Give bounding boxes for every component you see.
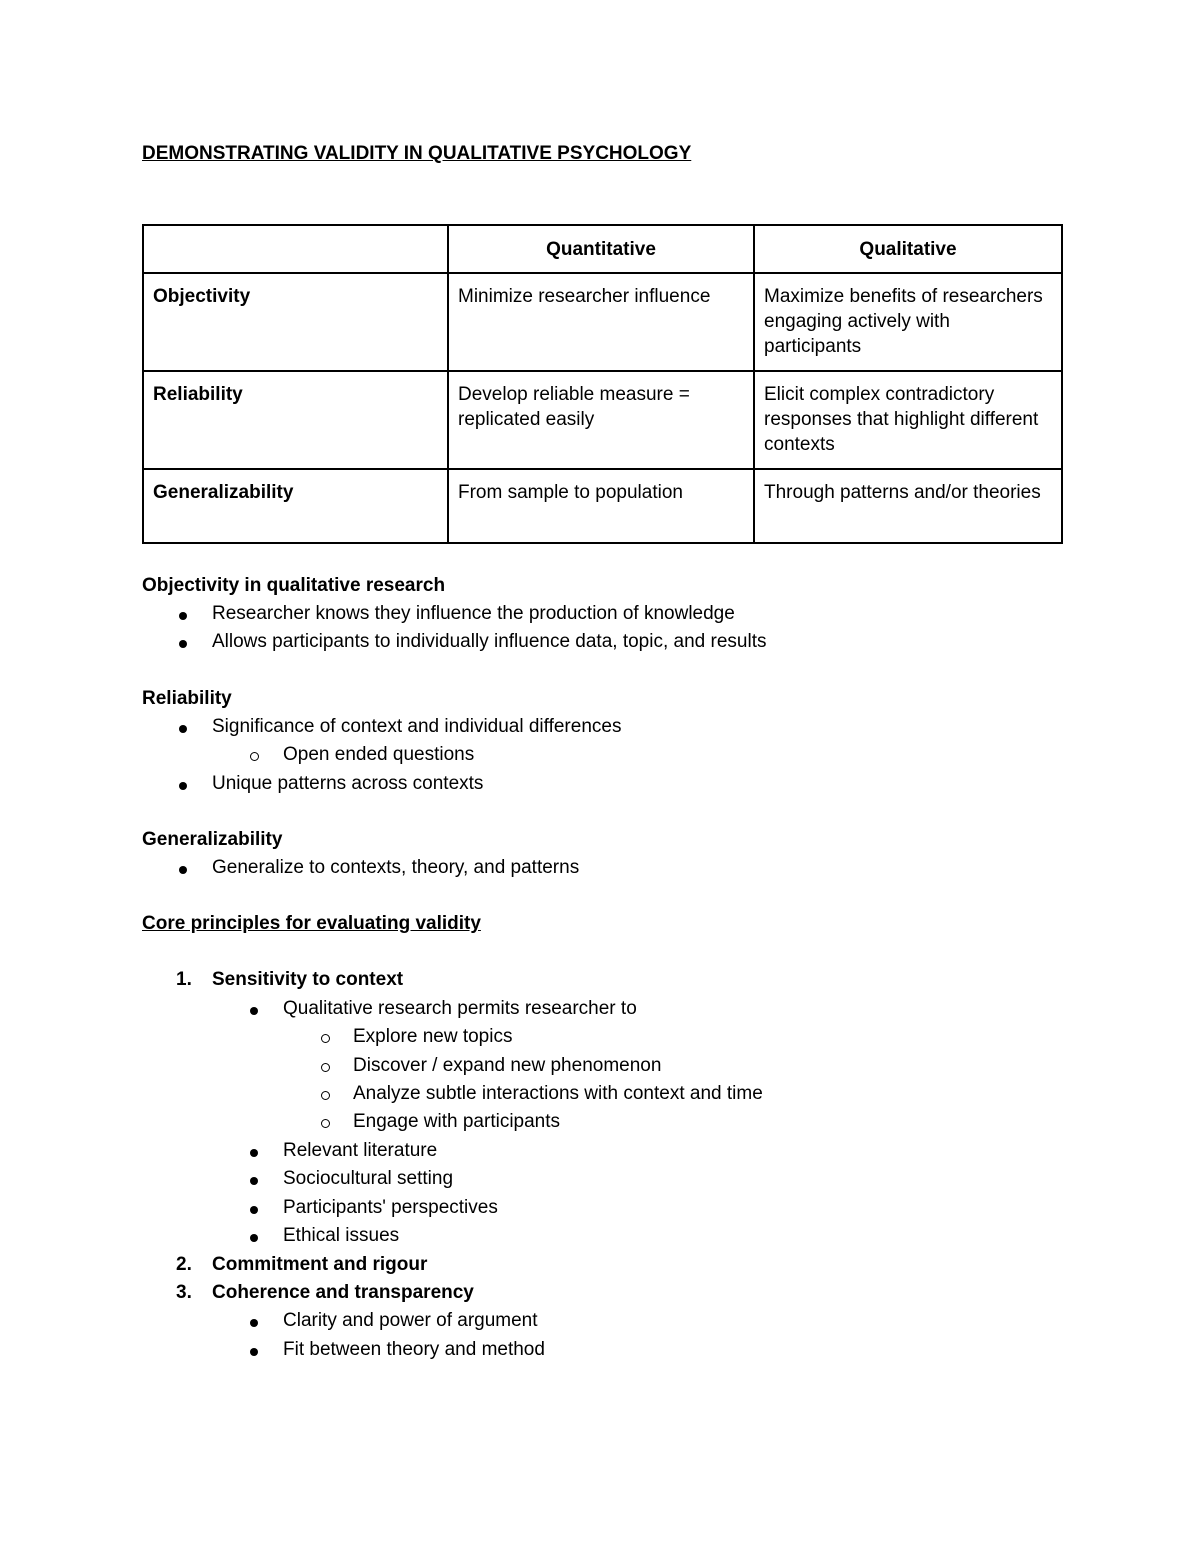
list-item-text: Generalize to contexts, theory, and patterns xyxy=(212,857,580,879)
bullet-list xyxy=(142,600,1062,657)
list-item xyxy=(142,628,1062,656)
list-item-text: Unique patterns across contexts xyxy=(212,772,484,794)
bullet-icon xyxy=(179,782,187,790)
core-principles-section xyxy=(142,910,1062,1364)
table-header-qualitative: Qualitative xyxy=(754,225,1062,273)
table-header-quantitative: Quantitative xyxy=(448,225,754,273)
numbered-list xyxy=(142,966,1062,1364)
bullet-icon xyxy=(250,1319,258,1327)
section-heading: Generalizability xyxy=(142,829,283,851)
bullet-icon xyxy=(250,1348,258,1356)
list-item-text: Researcher knows they influence the production of knowledge xyxy=(212,603,735,624)
item-number: 1. xyxy=(176,969,192,991)
numbered-item xyxy=(142,1279,1062,1307)
bullet-list xyxy=(142,713,1062,798)
list-item xyxy=(142,1165,1062,1193)
list-item xyxy=(142,770,1062,798)
list-item xyxy=(142,1336,1062,1364)
table-cell-qualitative: Elicit complex contradictory responses that highlight different contexts xyxy=(754,371,1062,469)
list-item xyxy=(142,1222,1062,1250)
table-row xyxy=(143,371,1062,469)
list-item xyxy=(142,1052,1062,1080)
hollow-bullet-icon xyxy=(250,752,259,761)
reliability-section xyxy=(142,685,1062,798)
list-item-text: Analyze subtle interactions with context and time xyxy=(353,1083,763,1105)
table-cell-qualitative: Through patterns and/or theories xyxy=(754,469,1062,543)
list-item xyxy=(142,1080,1062,1108)
item-number: 3. xyxy=(176,1281,192,1303)
bullet-icon xyxy=(179,866,187,874)
list-item xyxy=(142,1194,1062,1222)
list-item-text: Participants' perspectives xyxy=(283,1196,498,1218)
bullet-icon xyxy=(250,1177,258,1185)
table-cell-qualitative: Maximize benefits of researchers engaging actively with participants xyxy=(754,273,1062,371)
section-heading: Objectivity in qualitative research xyxy=(142,575,446,596)
list-item xyxy=(142,600,1062,628)
bullet-icon xyxy=(179,725,187,733)
table-row-label: Generalizability xyxy=(143,469,448,543)
hollow-bullet-icon xyxy=(321,1034,330,1043)
document-page xyxy=(142,140,1062,1364)
list-item-text: Clarity and power of argument xyxy=(283,1310,538,1332)
list-item xyxy=(142,1108,1062,1136)
list-item-text: Qualitative research permits researcher to xyxy=(283,997,637,1019)
list-item-text: Relevant literature xyxy=(283,1139,438,1161)
list-item-text: Fit between theory and method xyxy=(283,1338,545,1360)
hollow-bullet-icon xyxy=(321,1091,330,1100)
list-item-text: Engage with participants xyxy=(353,1111,561,1133)
list-item-text: Sociocultural setting xyxy=(283,1168,454,1190)
list-item-text: Significance of context and individual differences xyxy=(212,715,622,737)
list-item-text: Ethical issues xyxy=(283,1225,400,1247)
document-title: DEMONSTRATING VALIDITY IN QUALITATIVE PSYCHOLOGY xyxy=(142,143,692,164)
list-item xyxy=(142,741,1062,769)
table-cell-quantitative: From sample to population xyxy=(448,469,754,543)
bullet-icon xyxy=(250,1149,258,1157)
item-label: Sensitivity to context xyxy=(212,969,404,991)
list-item xyxy=(142,1023,1062,1051)
list-item xyxy=(142,713,1062,741)
table-row xyxy=(143,273,1062,371)
comparison-table xyxy=(142,224,1063,544)
objectivity-section xyxy=(142,572,1062,657)
table-cell-quantitative: Develop reliable measure = replicated easily xyxy=(448,371,754,469)
list-item xyxy=(142,854,1062,882)
section-heading: Core principles for evaluating validity xyxy=(142,913,481,935)
bullet-list xyxy=(142,854,1062,882)
list-item-text: Explore new topics xyxy=(353,1026,513,1048)
numbered-item xyxy=(142,966,1062,994)
table-cell-quantitative: Minimize researcher influence xyxy=(448,273,754,371)
generalizability-section xyxy=(142,826,1062,882)
bullet-icon xyxy=(250,1007,258,1015)
list-item-text: Discover / expand new phenomenon xyxy=(353,1054,662,1076)
list-item-text: Open ended questions xyxy=(283,744,475,766)
table-row-label: Objectivity xyxy=(143,273,448,371)
hollow-bullet-icon xyxy=(321,1063,330,1072)
list-item-text: Allows participants to individually influence data, topic, and results xyxy=(212,631,767,653)
section-heading: Reliability xyxy=(142,687,232,709)
table-header-row xyxy=(143,225,1062,273)
hollow-bullet-icon xyxy=(321,1119,330,1128)
item-label: Coherence and transparency xyxy=(212,1281,474,1303)
table-row xyxy=(143,469,1062,543)
table-row-label: Reliability xyxy=(143,371,448,469)
bullet-icon xyxy=(179,612,187,620)
bullet-icon xyxy=(250,1206,258,1214)
list-item xyxy=(142,1307,1062,1335)
bullet-icon xyxy=(250,1234,258,1242)
item-label: Commitment and rigour xyxy=(212,1253,428,1275)
list-item xyxy=(142,995,1062,1023)
table-header-empty xyxy=(143,225,448,273)
item-number: 2. xyxy=(176,1253,192,1275)
bullet-icon xyxy=(179,640,187,648)
numbered-item xyxy=(142,1251,1062,1279)
list-item xyxy=(142,1137,1062,1165)
